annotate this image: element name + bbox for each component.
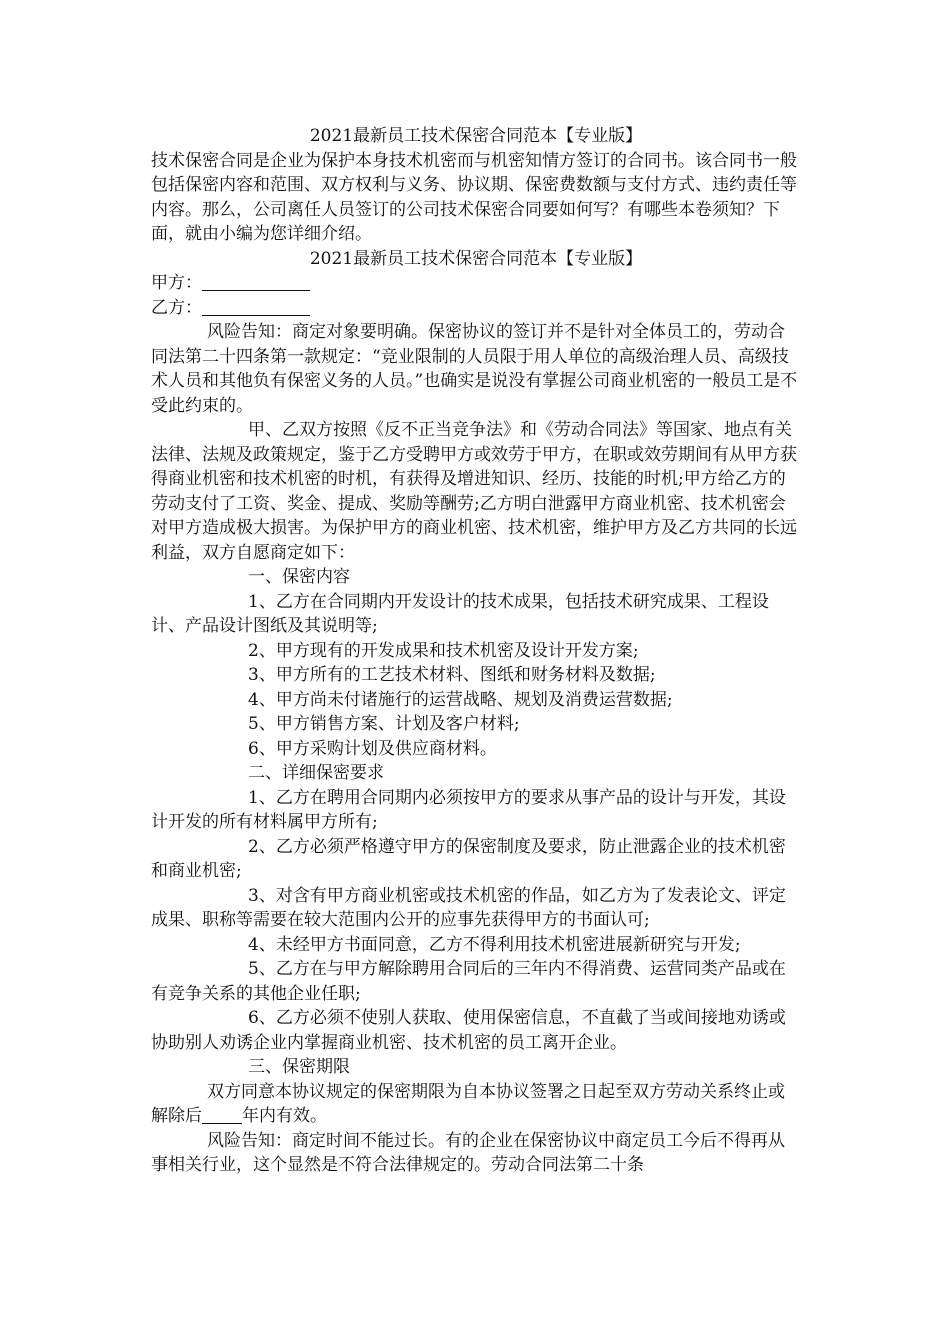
section-2-item: 4、未经甲方书面同意，乙方不得利用技术机密进展新研究与开发; xyxy=(248,934,741,955)
party-b-label: 乙方： xyxy=(151,297,202,318)
section-3-heading: 三、保密期限 xyxy=(248,1057,350,1077)
document-body xyxy=(151,124,801,1178)
intro-paragraph: 技术保密合同是企业为保护本身技术机密而与机密知情方签订的合同书。该合同书一般包括保密内容和范围、双方权利与义务、协议期、保密费数额与支付方式、违约责任等内容。那么，公司离任人员签订的公司技术保密合同要如何写？有哪些本卷须知？下面，就由小编为您详细介绍。 xyxy=(151,150,797,244)
contract-subtitle: 2021最新员工技术保密合同范本【专业版】 xyxy=(309,248,643,269)
risk-notice-2: 风险告知：商定时间不能过长。有的企业在保密协议中商定员工今后不得再从事相关行业，这个显然是不符合法律规定的。劳动合同法第二十条 xyxy=(151,1130,785,1175)
section-2-heading: 二、详细保密要求 xyxy=(248,763,384,783)
section-3-text-after: 年内有效。 xyxy=(242,1106,327,1126)
section-1-item: 5、甲方销售方案、计划及客户材料; xyxy=(248,714,520,734)
preamble-paragraph: 甲、乙双方按照《反不正当竞争法》和《劳动合同法》等国家、地点有关法律、法规及政策规定，鉴于乙方受聘甲方或效劳于甲方，在职或效劳期间有从甲方获得商业机密和技术机密的时机，有获得及增进知识、经历、技能的时机;甲方给乙方的劳动支付了工资、奖金、提成、奖励等酬劳;乙方明白泄露甲方商业机密、技术机密会对甲方造成极大损害。为保护甲方的商业机密、技术机密，维护甲方及乙方共同的长远利益，双方自愿商定如下： xyxy=(151,420,797,563)
party-b-line xyxy=(151,296,801,321)
section-1-item: 2、甲方现有的开发成果和技术机密及设计开发方案; xyxy=(248,640,639,661)
section-1-heading: 一、保密内容 xyxy=(248,567,350,587)
section-1-item: 1、乙方在合同期内开发设计的技术成果，包括技术研究成果、工程设计、产品设计图纸及其说明等; xyxy=(151,591,769,636)
party-a-blank xyxy=(202,272,310,291)
section-2-item: 2、乙方必须严格遵守甲方的保密制度及要求，防止泄露企业的技术机密和商业机密; xyxy=(151,836,786,881)
section-3-text xyxy=(151,1080,801,1129)
section-1-item: 4、甲方尚未付诸施行的运营战略、规划及消费运营数据; xyxy=(248,689,673,710)
party-a-line xyxy=(151,271,801,296)
section-1-item: 3、甲方所有的工艺技术材料、图纸和财务材料及数据; xyxy=(248,665,656,685)
years-blank xyxy=(202,1105,242,1124)
section-3-text-before: 双方同意本协议规定的保密期限为自本协议签署之日起至双方劳动关系终止或解除后 xyxy=(151,1081,785,1126)
risk-notice-1: 风险告知：商定对象要明确。保密协议的签订并不是针对全体员工的，劳动合同法第二十四条第一款规定：“竞业限制的人员限于用人单位的高级治理人员、高级技术人员和其他负有保密义务的人员。”也确实是说没有掌握公司商业机密的一般员工是不受此约束的。 xyxy=(151,322,798,416)
document-title: 2021最新员工技术保密合同范本【专业版】 xyxy=(309,126,643,146)
section-2-item: 3、对含有甲方商业机密或技术机密的作品，如乙方为了发表论文、评定成果、职称等需要在较大范围内公开的应事先获得甲方的书面认可; xyxy=(151,885,786,930)
section-2-item: 1、乙方在聘用合同期内必须按甲方的要求从事产品的设计与开发，其设计开发的所有材料属甲方所有; xyxy=(151,787,786,832)
section-2-item: 6、乙方必须不使别人获取、使用保密信息，不直截了当或间接地劝诱或协助别人劝诱企业内掌握商业机密、技术机密的员工离开企业。 xyxy=(151,1008,786,1053)
party-b-blank xyxy=(202,297,310,316)
section-2-item: 5、乙方在与甲方解除聘用合同后的三年内不得消费、运营同类产品或在有竞争关系的其他企业任职; xyxy=(151,959,786,1004)
section-1-item: 6、甲方采购计划及供应商材料。 xyxy=(248,738,497,759)
party-a-label: 甲方： xyxy=(151,273,202,293)
